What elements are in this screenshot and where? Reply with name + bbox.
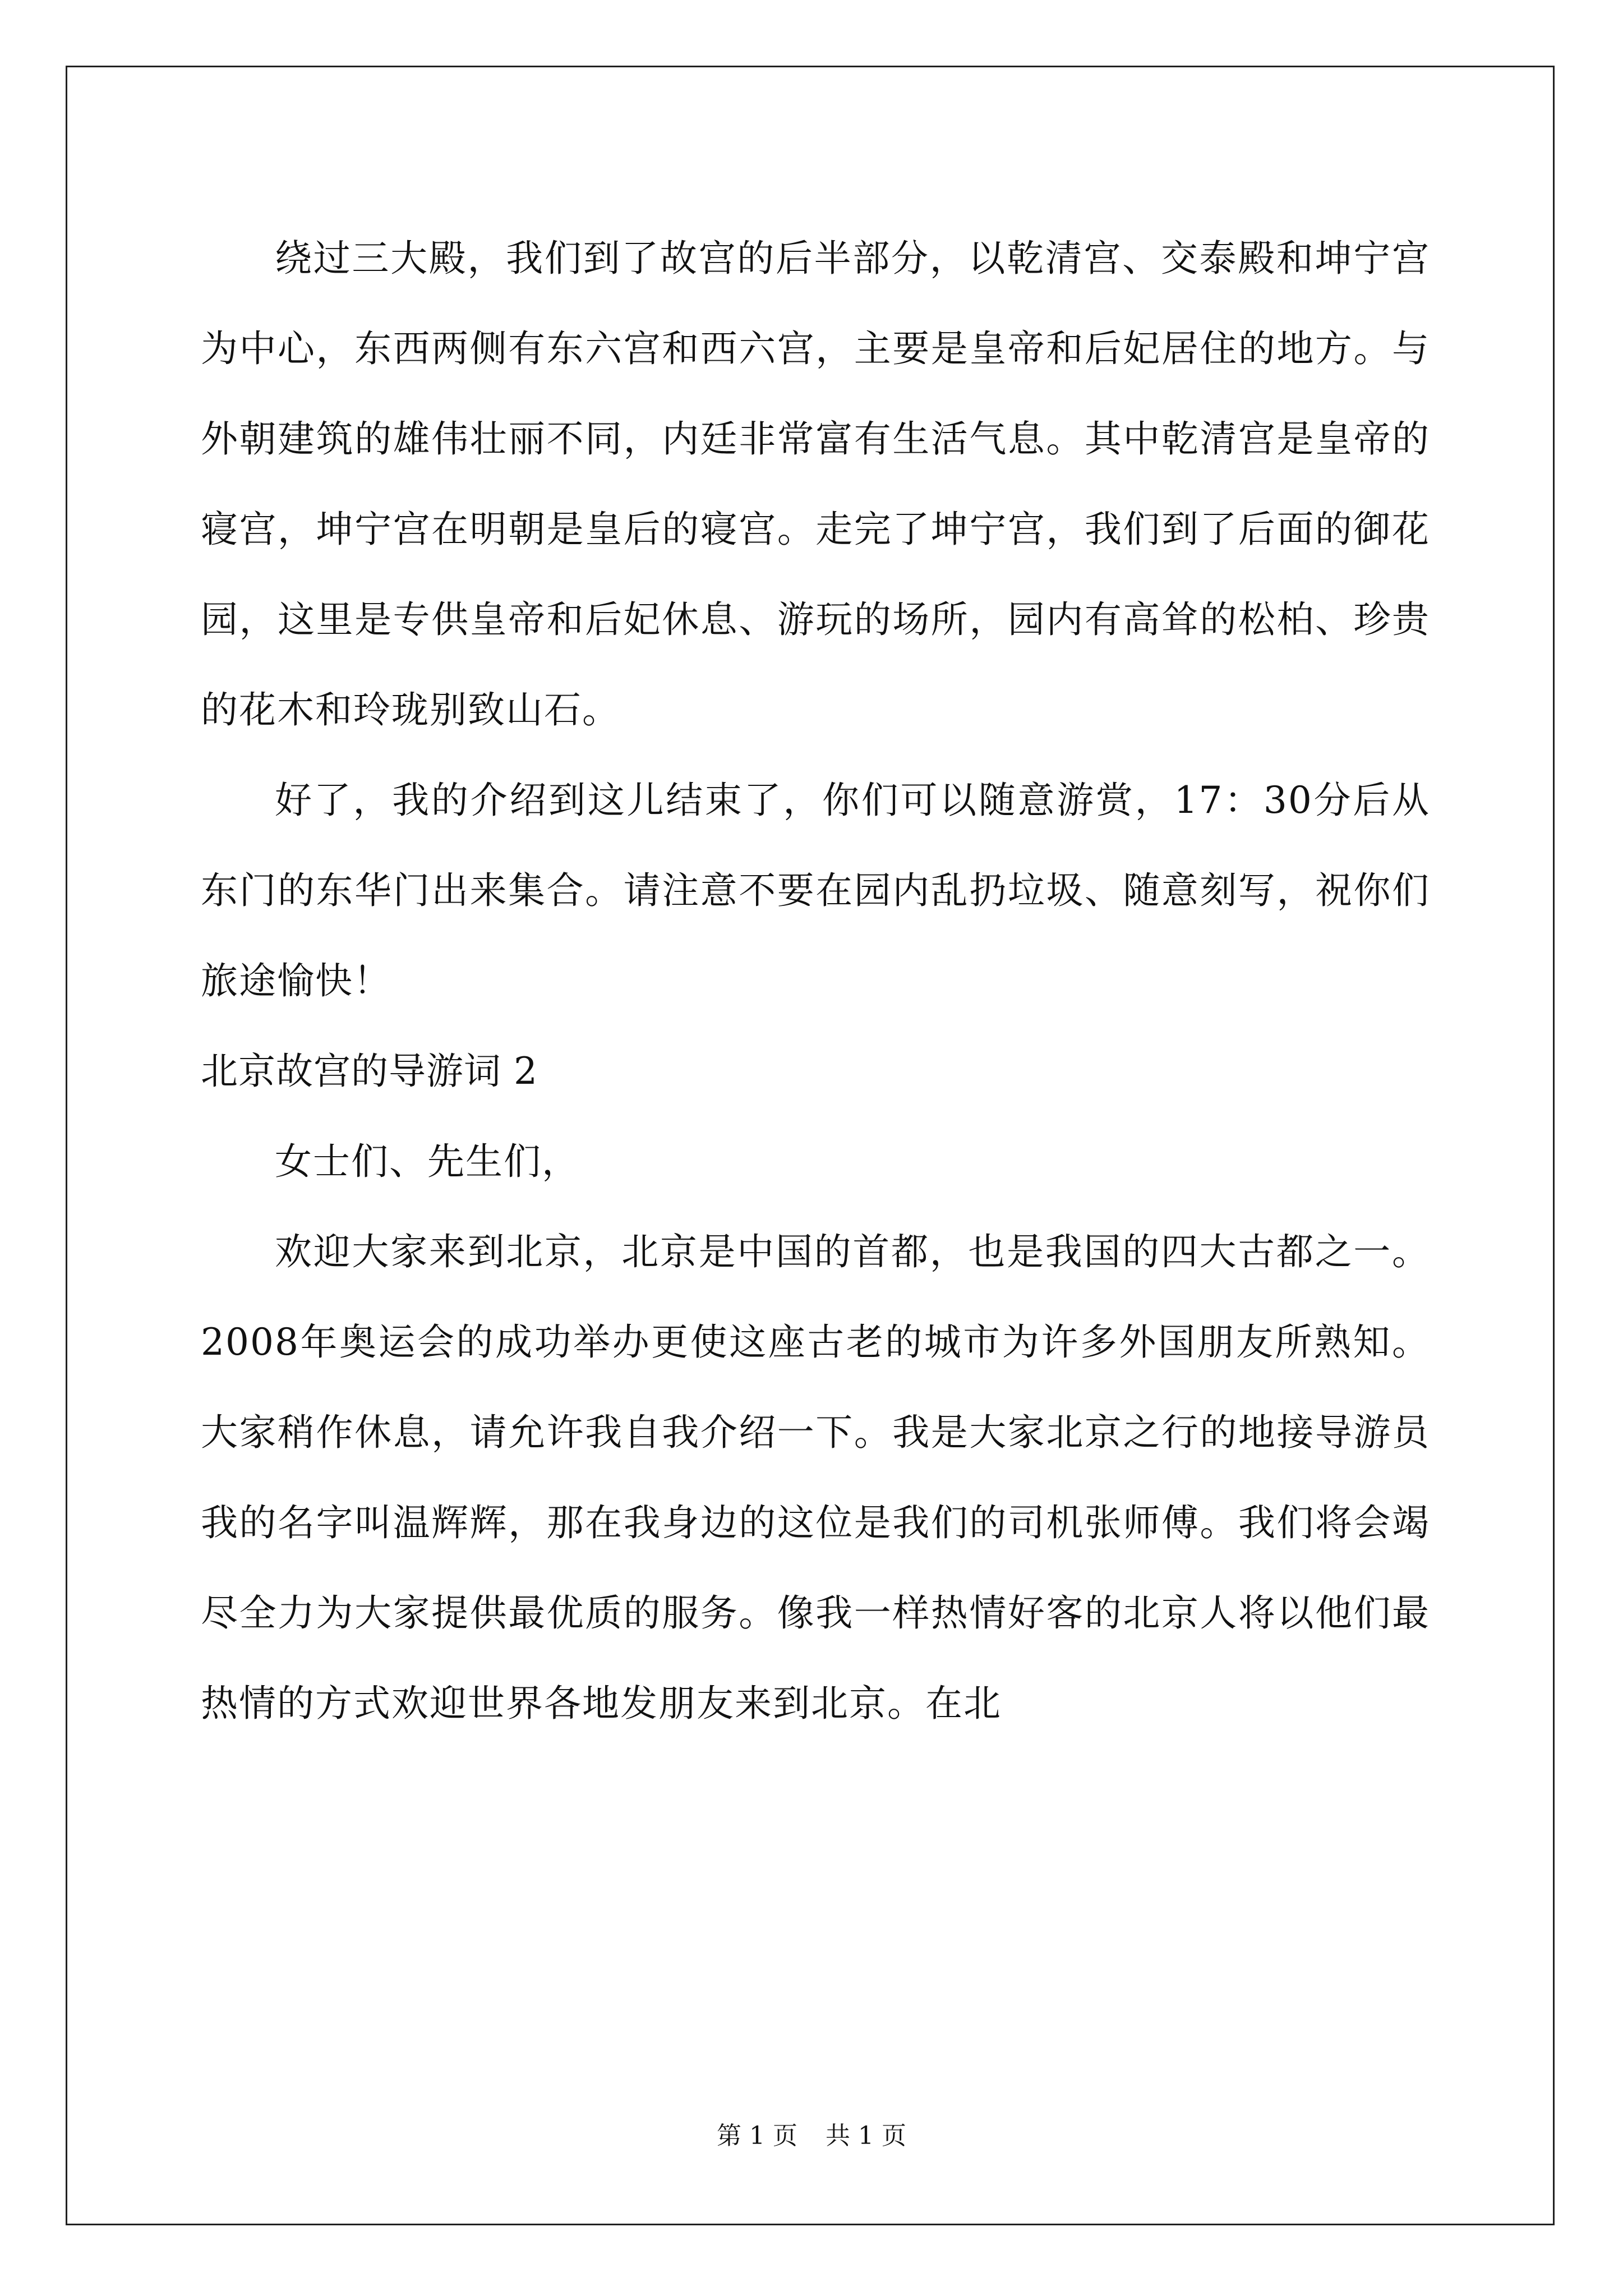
document-body — [201, 213, 1430, 1749]
page-number: 第 1 页 — [717, 2122, 797, 2150]
paragraph-greeting: 女士们、先生们， — [275, 1140, 580, 1183]
paragraph-inner-court: 绕过三大殿，我们到了故宫的后半部分，以乾清宫、交泰殿和坤宁宫为中心，东西两侧有东六宫和西六宫，主要是皇帝和后妃居住的地方。与外朝建筑的雄伟壮丽不同，内廷非常富有生活气息。其中乾清宫是皇帝的寝宫，坤宁宫在明朝是皇后的寝宫。走完了坤宁宫，我们到了后面的御花园，这里是专供皇帝和后妃休息、游玩的场所，园内有高耸的松柏、珍贵的花木和玲珑别致山石。 — [201, 237, 1430, 731]
page-total: 共 1 页 — [826, 2122, 906, 2150]
paragraph-welcome: 欢迎大家来到北京，北京是中国的首都，也是我国的四大古都之一。2008年奥运会的成功举办更使这座古老的城市为许多外国朋友所熟知。大家稍作休息，请允许我自我介绍一下。我是大家北京之行的地接导游员我的名字叫温辉辉，那在我身边的这位是我们的司机张师傅。我们将会竭尽全力为大家提供最优质的服务。像我一样热情好客的北京人将以他们最热情的方式欢迎世界各地发朋友来到北京。在北 — [201, 1230, 1430, 1725]
page-footer — [0, 2119, 1623, 2153]
paragraph-closing: 好了，我的介绍到这儿结束了，你们可以随意游赏，17：30分后从东门的东华门出来集合。请注意不要在园内乱扔垃圾、随意刻写，祝你们旅途愉快！ — [201, 779, 1430, 1002]
section-title: 北京故宫的导游词 2 — [201, 1050, 538, 1093]
